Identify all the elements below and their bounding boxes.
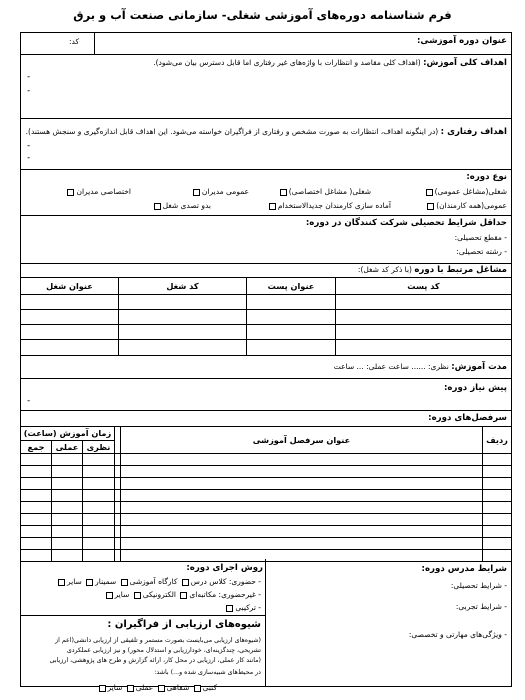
education-requirements-label: حداقل شرایط تحصیلی شرکت کنندگان در دوره: [305, 218, 507, 228]
bullet-dash: - [27, 86, 31, 96]
checkbox[interactable] [182, 579, 189, 586]
table-row [21, 538, 512, 550]
column-header: جمع [21, 441, 52, 454]
code-label: کد: [69, 37, 80, 46]
form-frame [20, 32, 512, 692]
bullet-dash: - [27, 153, 31, 163]
general-objectives-section [21, 55, 511, 119]
checkbox[interactable] [269, 203, 276, 210]
table-row [21, 454, 512, 466]
table-row [21, 526, 512, 538]
syllabus-table [20, 426, 512, 562]
education-requirements-section [21, 216, 511, 264]
bullet-dash: - [27, 396, 31, 406]
instructor-education-label: - شرایط تحصیلی: [450, 581, 507, 590]
option-general-all-employees[interactable]: عمومی(همه کارمندان) [425, 201, 507, 210]
checkbox[interactable] [158, 685, 165, 692]
table-row [21, 490, 512, 502]
column-header: عنوان شغل [21, 278, 119, 295]
code-divider [94, 33, 95, 54]
option-new-employees-prep[interactable]: آماده سازی کارمندان جدیدالاستخدام [267, 201, 391, 210]
table-row [21, 295, 512, 310]
evaluation-options: کتبی شفاهی عملی سایر [97, 683, 217, 692]
checkbox[interactable] [86, 579, 93, 586]
syllabus-label: سرفصل‌های دوره: [428, 413, 507, 423]
evaluation-text-line: در محیط‌های شبیه‌سازی شده و...) باشد: [154, 669, 261, 676]
checkbox[interactable] [226, 605, 233, 612]
bullet-dash: - [27, 72, 31, 82]
column-header: عنوان سرفصل آموزشی [121, 427, 483, 454]
option-pre-employment[interactable]: بدو تصدی شغل [152, 201, 211, 210]
table-row [21, 502, 512, 514]
evaluation-text-line: (شیوه‌های ارزیابی می‌بایست بصورت مستمر و تلفیقی از ارزیابی دانشی(اعم از [55, 637, 261, 644]
duration-heading: مدت آموزش: نظری: ...... ساعت عملی: ... ساعت [333, 362, 507, 372]
delivery-remote: - غیرحضوری: مکاتبه‌ای الکترونیکی سایر [104, 590, 261, 599]
option-specific-managers[interactable]: اختصاصی مدیران [65, 187, 131, 196]
course-title-label: عنوان دوره آموزشی: [417, 36, 507, 46]
evaluation-block [21, 616, 265, 692]
checkbox[interactable] [106, 592, 113, 599]
instructor-requirements-label: شرایط مدرس دوره: [421, 564, 507, 574]
table-row [21, 340, 512, 356]
duration-section [21, 355, 511, 379]
education-level-label: - مقطع تحصیلی: [454, 233, 507, 242]
delivery-method-block [21, 559, 265, 616]
bullet-dash: - [27, 141, 31, 151]
related-jobs-heading: مشاغل مرتبط با دوره (با ذکر کد شغل): [357, 265, 507, 275]
checkbox[interactable] [426, 189, 433, 196]
behavioral-objectives-section [21, 119, 511, 170]
bottom-divider [265, 559, 266, 686]
checkbox[interactable] [67, 189, 74, 196]
table-row [21, 514, 512, 526]
column-header: زمان آموزش (ساعت) [21, 427, 115, 441]
syllabus-section [21, 411, 511, 425]
general-objectives-heading: اهداف کلی آموزش: (اهداف کلی مقاصد و انتظارات با واژه‌های غیر رفتاری اما قابل دسترس بیان می‌شود). [153, 58, 507, 68]
column-header: ردیف [483, 427, 512, 454]
checkbox[interactable] [121, 579, 128, 586]
table-row [21, 466, 512, 478]
option-specific-jobs[interactable]: شغلی( مشاغل اختصاصی) [278, 187, 371, 196]
evaluation-label: شیوه‌های ارزیابی از فراگیران : [107, 619, 261, 630]
checkbox[interactable] [127, 685, 134, 692]
prerequisites-label: پیش نیاز دوره: [444, 383, 507, 393]
option-general-jobs[interactable]: شغلی(مشاغل عمومی) [424, 187, 507, 196]
form-title: فرم شناسنامه دوره‌های آموزشی شغلی- سازمانی صنعت آب و برق [73, 8, 452, 22]
option-general-managers[interactable]: عمومی مدیران [191, 187, 249, 196]
delivery-blended: - ترکیبی [224, 603, 261, 612]
related-jobs-table [20, 277, 512, 356]
checkbox[interactable] [180, 592, 187, 599]
column-header: کد شغل [119, 278, 247, 295]
table-row [21, 478, 512, 490]
column-header: نظری [83, 441, 115, 454]
table-row [21, 325, 512, 340]
course-title-section [21, 33, 511, 55]
bottom-section [21, 559, 511, 692]
column-header: عنوان پست [247, 278, 336, 295]
checkbox[interactable] [99, 685, 106, 692]
prerequisites-section [21, 379, 511, 411]
checkbox[interactable] [154, 203, 161, 210]
checkbox[interactable] [194, 685, 201, 692]
delivery-in-person: - حضوری: کلاس درس کارگاه آموزشی سمینار سایر [56, 577, 261, 586]
checkbox[interactable] [193, 189, 200, 196]
table-row [21, 310, 512, 325]
instructor-skills-label: - ویژگی‌های مهارتی و تخصصی: [408, 630, 507, 639]
column-header: عملی [52, 441, 83, 454]
instructor-experience-label: - شرایط تجربی: [455, 602, 507, 611]
column-header: کد پست [336, 278, 512, 295]
related-jobs-section [21, 264, 511, 277]
checkbox[interactable] [134, 592, 141, 599]
checkbox[interactable] [280, 189, 287, 196]
evaluation-text-line: (مانند کار عملی، ارزیابی در محل کار، ارائه گزارش و طرح های پژوهشی، ارزیابی [49, 657, 261, 664]
checkbox[interactable] [427, 203, 434, 210]
education-field-label: - رشته تحصیلی: [456, 247, 507, 256]
delivery-method-label: روش اجرای دوره: [186, 563, 263, 573]
evaluation-text-line: تشریحی، چندگزینه‌ای، خودارزیابی و استدلال محور) و نیز ارزیابی عملکردی [66, 647, 261, 654]
checkbox[interactable] [58, 579, 65, 586]
behavioral-objectives-heading: اهداف رفتاری : (در اینگونه اهداف، انتظارات به صورت مشخص و رفتاری از فراگیران خواسته می‌شود. این اهداف قابل اندازه‌گیری و سنجش هستند). [25, 127, 507, 137]
course-type-label: نوع دوره: [466, 172, 507, 182]
course-type-section [21, 170, 511, 216]
